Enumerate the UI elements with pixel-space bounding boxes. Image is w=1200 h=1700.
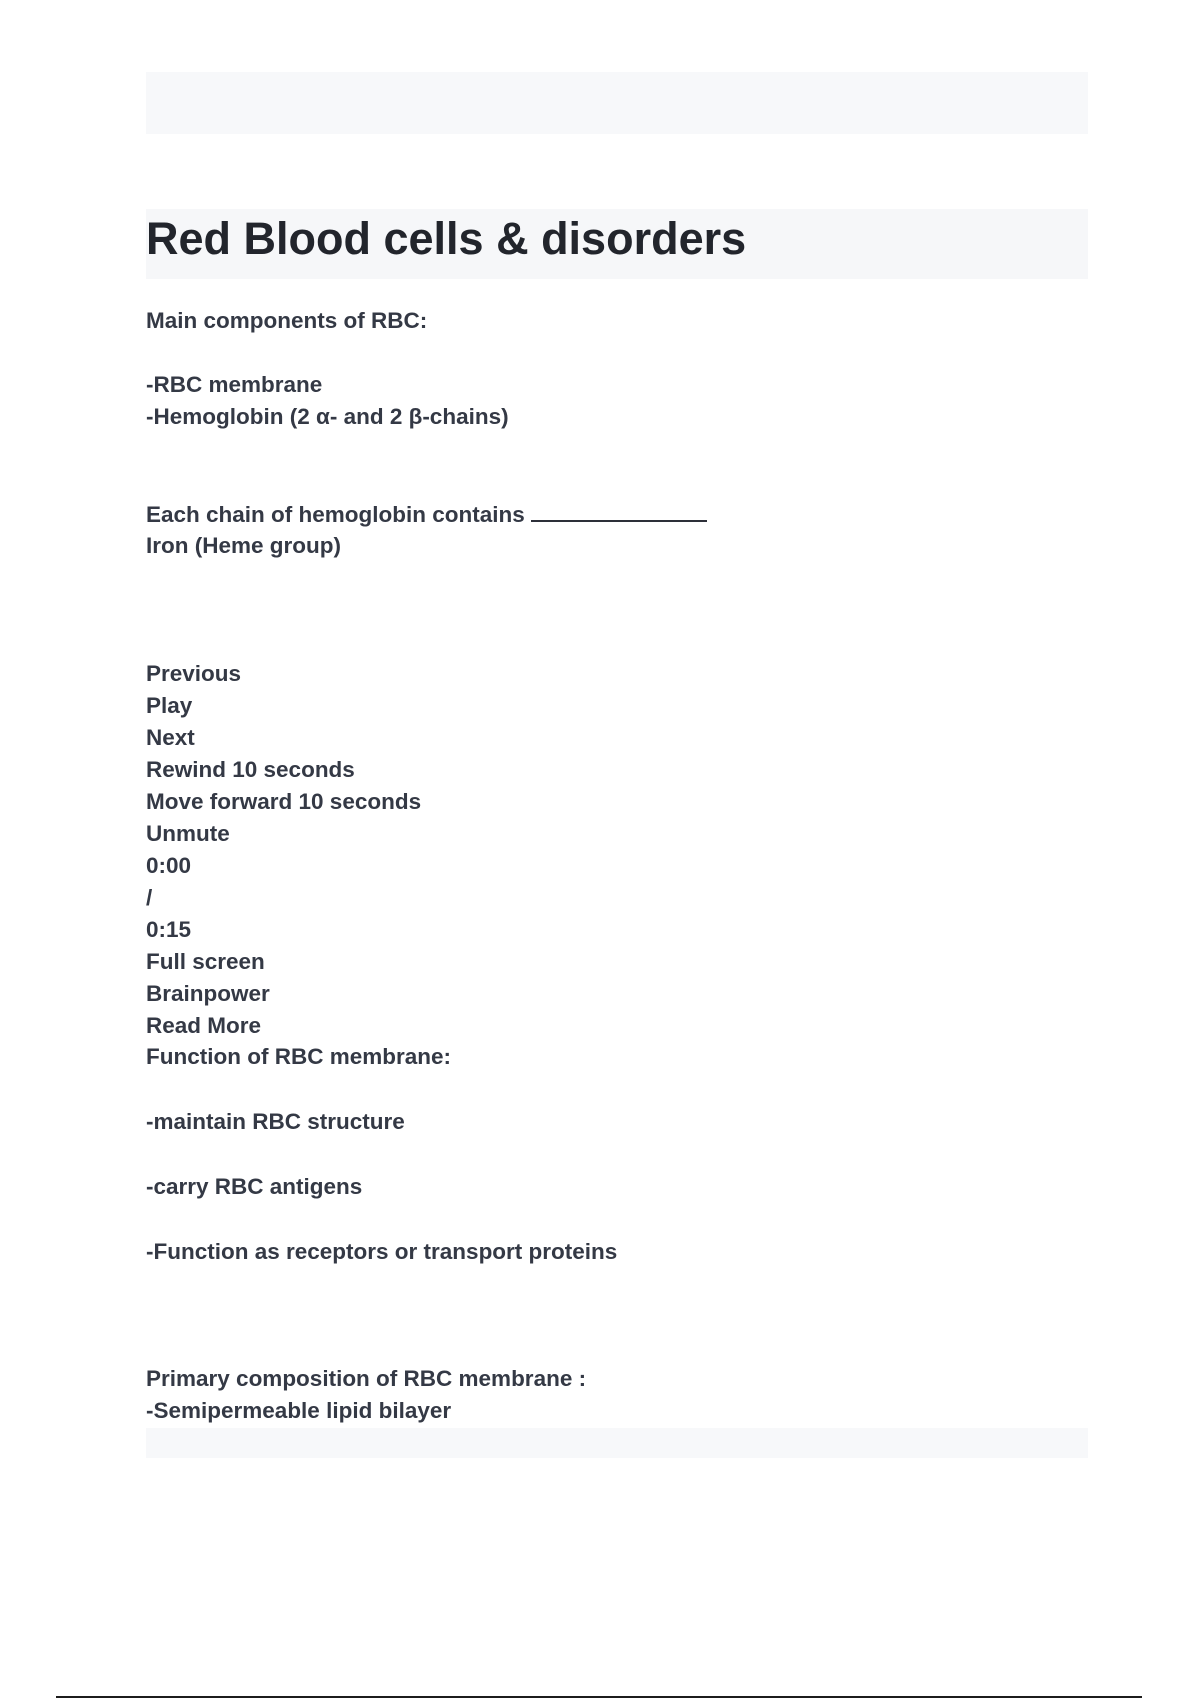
list-item: -carry RBC antigens [146,1174,363,1199]
list-item: -RBC membrane [146,372,323,397]
question-text: Each chain of hemoglobin contains [146,502,525,527]
brainpower-link[interactable]: Brainpower [146,981,270,1006]
footer-placeholder-band [146,1428,1088,1458]
list-item: -Semipermeable lipid bilayer [146,1398,452,1423]
main-components-heading: Main components of RBC: [146,308,428,333]
page-bottom-divider [56,1696,1142,1698]
list-item: -Function as receptors or transport proteins [146,1239,618,1264]
rewind-10s-button[interactable]: Rewind 10 seconds [146,757,355,782]
current-time: 0:00 [146,853,192,878]
list-item: -Hemoglobin (2 α- and 2 β-chains) [146,404,509,429]
forward-10s-button[interactable]: Move forward 10 seconds [146,789,422,814]
membrane-composition-heading: Primary composition of RBC membrane : [146,1366,587,1391]
hemoglobin-question [146,500,707,529]
answer-blank [531,500,707,522]
time-separator: / [146,885,153,910]
page-title: Red Blood cells & disorders [146,213,747,264]
unmute-button[interactable]: Unmute [146,821,230,846]
full-screen-button[interactable]: Full screen [146,949,265,974]
read-more-link[interactable]: Read More [146,1013,262,1038]
header-placeholder-band [146,72,1088,134]
next-button[interactable]: Next [146,725,195,750]
play-button[interactable]: Play [146,693,193,718]
hemoglobin-answer: Iron (Heme group) [146,533,341,558]
duration: 0:15 [146,917,192,942]
membrane-function-heading: Function of RBC membrane: [146,1044,452,1069]
previous-button[interactable]: Previous [146,661,242,686]
list-item: -maintain RBC structure [146,1109,405,1134]
